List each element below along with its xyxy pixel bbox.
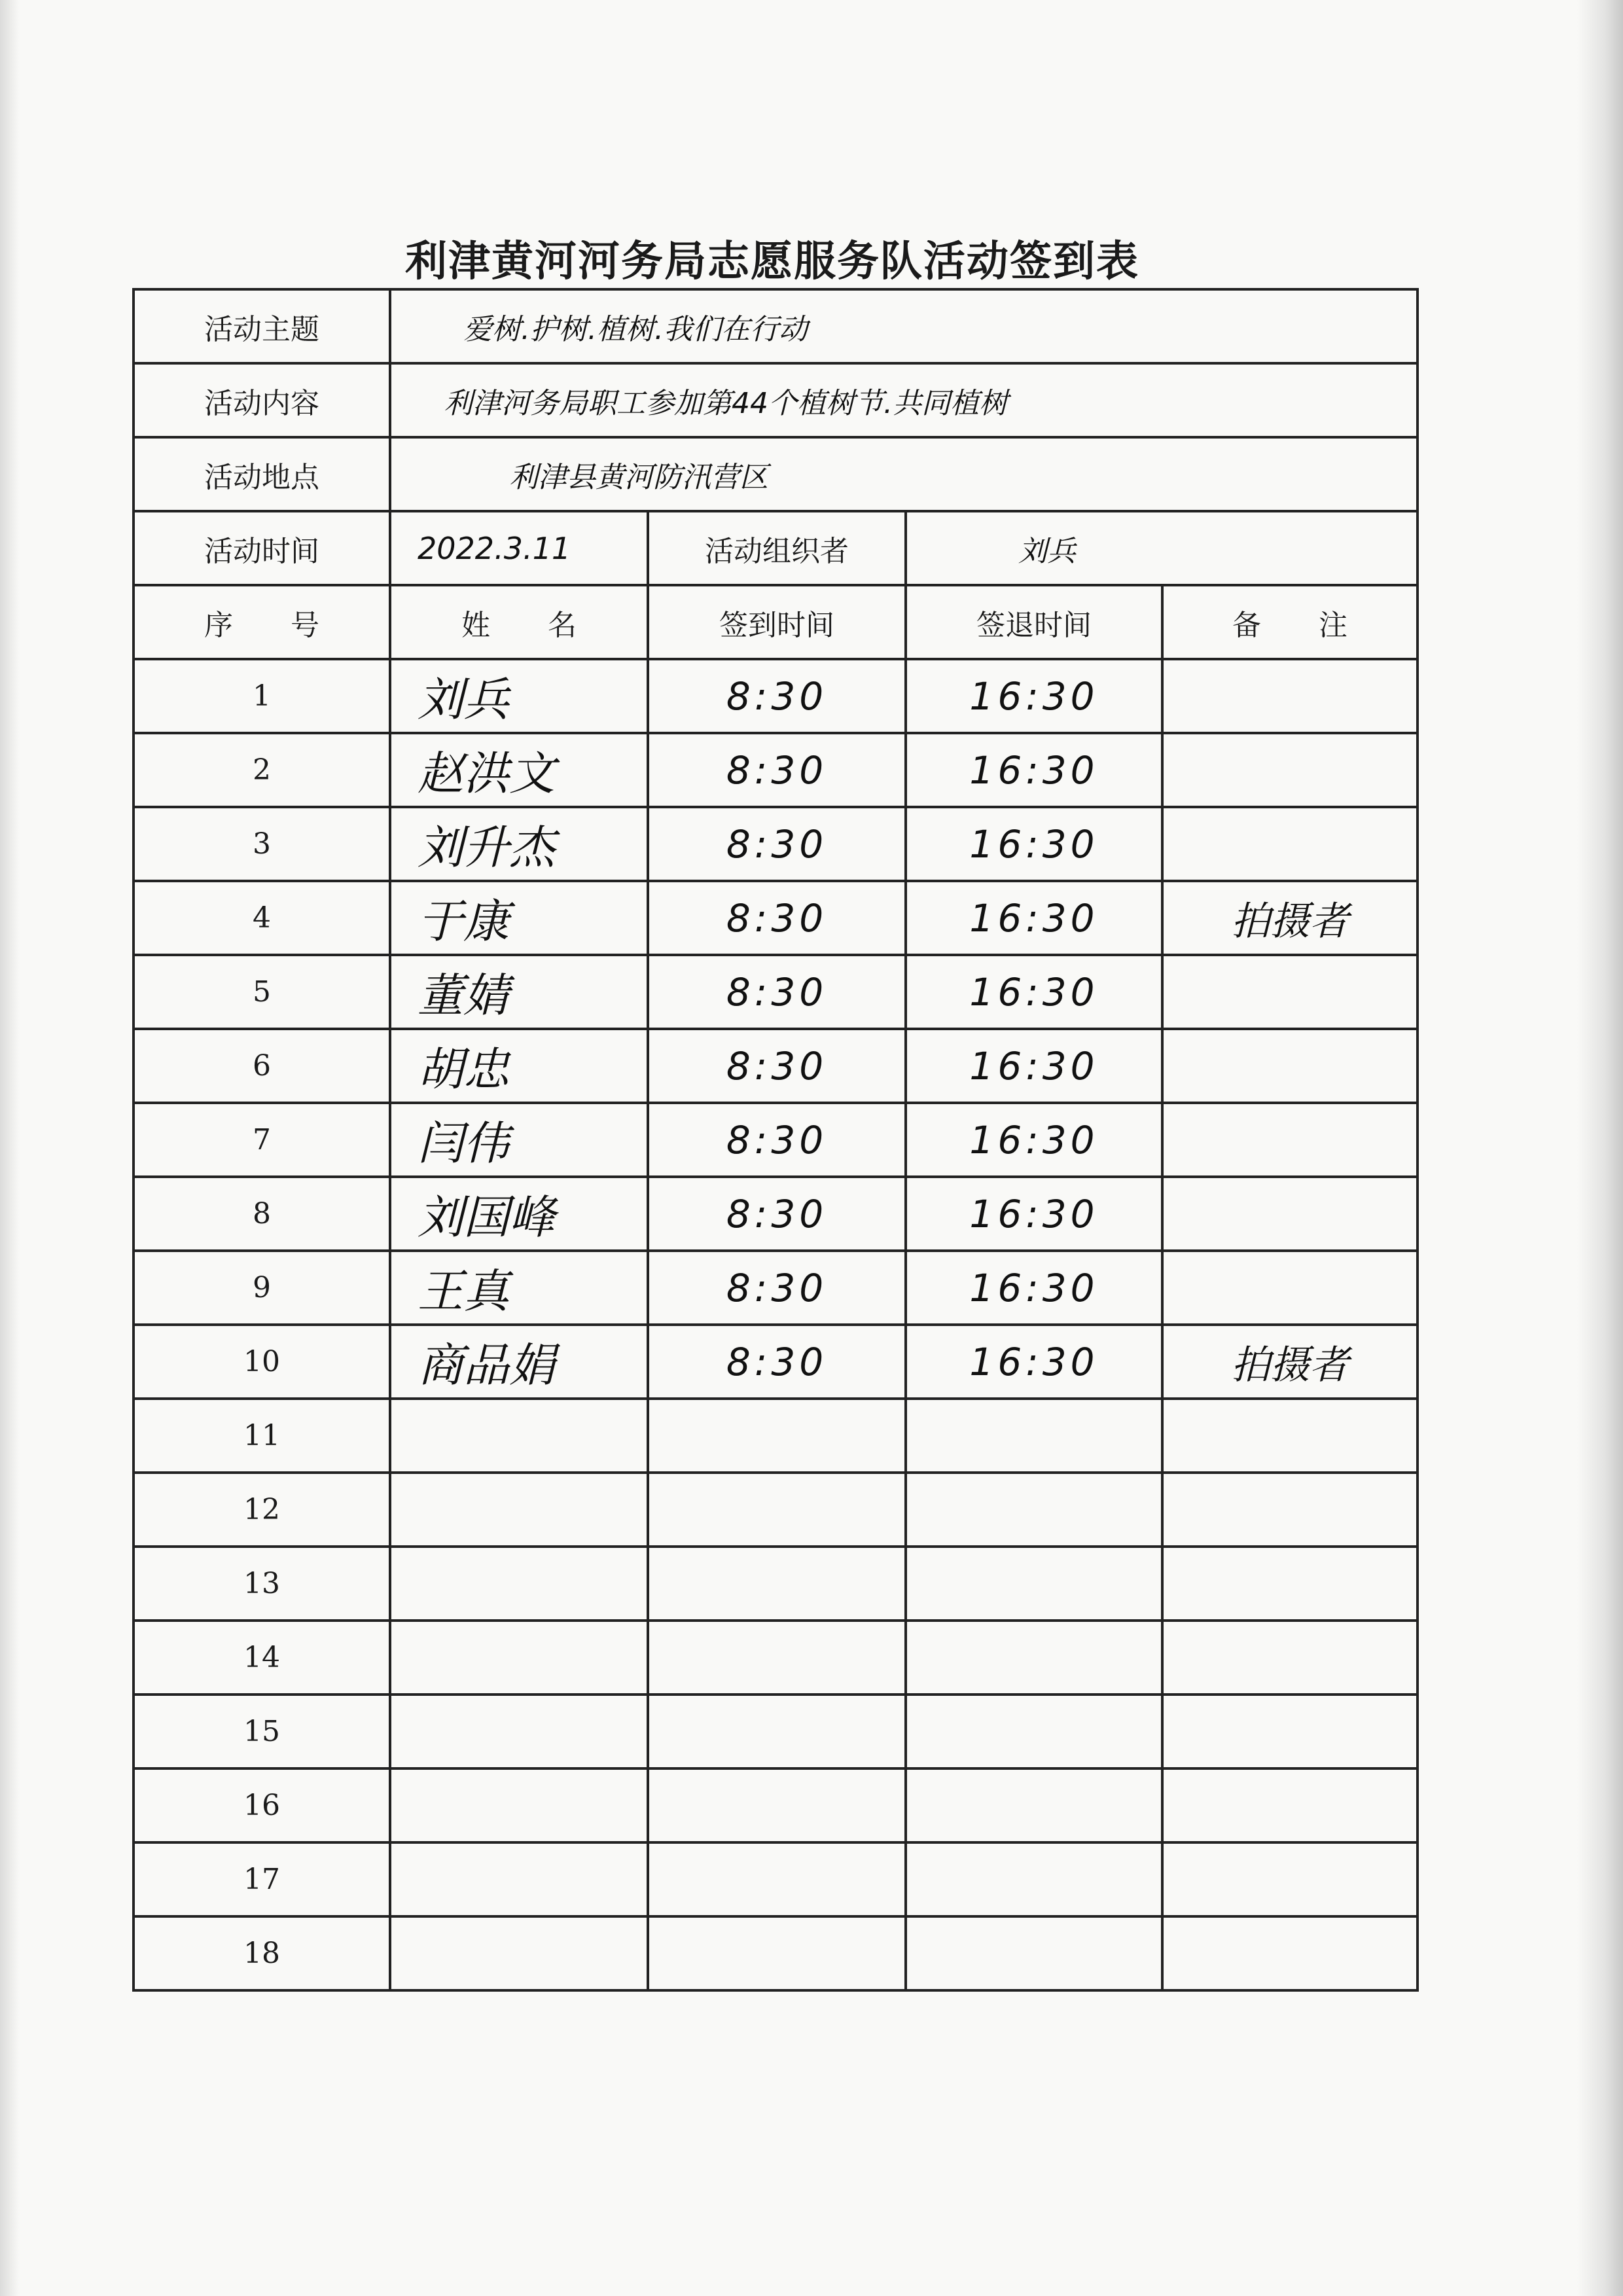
row-number: 4	[134, 881, 390, 955]
row-sign-in-time	[648, 1916, 906, 1990]
row-number: 11	[134, 1399, 390, 1473]
time-row	[134, 511, 1418, 585]
row-note	[1162, 1029, 1418, 1103]
row-note	[1162, 1399, 1418, 1473]
content-row	[134, 363, 1418, 437]
table-row	[134, 1399, 1418, 1473]
row-sign-in-time: 8:30	[648, 1325, 906, 1399]
row-sign-out-time	[906, 1547, 1162, 1621]
table-row	[134, 733, 1418, 807]
theme-label: 活动主题	[134, 289, 390, 363]
row-note	[1162, 1547, 1418, 1621]
row-sign-out-time	[906, 1621, 1162, 1695]
table-row	[134, 1251, 1418, 1325]
table-row	[134, 1177, 1418, 1251]
row-sign-out-time: 16:30	[906, 1029, 1162, 1103]
row-number: 5	[134, 955, 390, 1029]
row-sign-in-time: 8:30	[648, 733, 906, 807]
row-note	[1162, 955, 1418, 1029]
row-sign-in-time	[648, 1399, 906, 1473]
row-sign-out-time: 16:30	[906, 807, 1162, 881]
row-sign-out-time	[906, 1842, 1162, 1916]
row-number: 9	[134, 1251, 390, 1325]
row-note	[1162, 1177, 1418, 1251]
row-name: 刘升杰	[390, 807, 648, 881]
row-name: 商品娟	[390, 1325, 648, 1399]
row-number: 12	[134, 1473, 390, 1547]
place-value: 利津县黄河防汛营区	[390, 437, 1418, 511]
row-name	[390, 1768, 648, 1842]
row-name	[390, 1695, 648, 1768]
scan-edge-left	[0, 0, 20, 2296]
row-sign-in-time: 8:30	[648, 1029, 906, 1103]
row-note	[1162, 1695, 1418, 1768]
row-sign-out-time	[906, 1473, 1162, 1547]
table-row	[134, 1842, 1418, 1916]
theme-row	[134, 289, 1418, 363]
row-sign-out-time: 16:30	[906, 1251, 1162, 1325]
row-sign-out-time: 16:30	[906, 1177, 1162, 1251]
row-sign-in-time	[648, 1768, 906, 1842]
row-name	[390, 1473, 648, 1547]
row-sign-out-time: 16:30	[906, 1325, 1162, 1399]
row-sign-in-time: 8:30	[648, 807, 906, 881]
col-header-note: 备 注	[1162, 585, 1418, 659]
row-name: 闫伟	[390, 1103, 648, 1177]
row-name: 刘兵	[390, 659, 648, 733]
row-sign-in-time	[648, 1842, 906, 1916]
row-sign-in-time: 8:30	[648, 1103, 906, 1177]
row-sign-in-time	[648, 1547, 906, 1621]
row-sign-out-time: 16:30	[906, 955, 1162, 1029]
row-number: 17	[134, 1842, 390, 1916]
row-name	[390, 1547, 648, 1621]
row-note: 拍摄者	[1162, 1325, 1418, 1399]
row-number: 14	[134, 1621, 390, 1695]
row-sign-out-time: 16:30	[906, 1103, 1162, 1177]
row-sign-in-time: 8:30	[648, 1251, 906, 1325]
organizer-label: 活动组织者	[648, 511, 906, 585]
column-header-row	[134, 585, 1418, 659]
row-note	[1162, 1768, 1418, 1842]
row-name: 于康	[390, 881, 648, 955]
row-note	[1162, 1251, 1418, 1325]
table-row	[134, 1621, 1418, 1695]
row-name: 赵洪文	[390, 733, 648, 807]
table-row	[134, 881, 1418, 955]
col-header-name: 姓 名	[390, 585, 648, 659]
row-note	[1162, 1842, 1418, 1916]
row-name: 王真	[390, 1251, 648, 1325]
table-row	[134, 1325, 1418, 1399]
row-sign-out-time	[906, 1768, 1162, 1842]
table-row	[134, 1473, 1418, 1547]
theme-value: 爱树.护树.植树.我们在行动	[390, 289, 1418, 363]
row-number: 3	[134, 807, 390, 881]
row-number: 10	[134, 1325, 390, 1399]
place-row	[134, 437, 1418, 511]
row-name	[390, 1621, 648, 1695]
row-sign-in-time: 8:30	[648, 1177, 906, 1251]
time-value: 2022.3.11	[390, 511, 648, 585]
content-value: 利津河务局职工参加第44个植树节.共同植树	[390, 363, 1418, 437]
row-number: 15	[134, 1695, 390, 1768]
row-number: 18	[134, 1916, 390, 1990]
row-note: 拍摄者	[1162, 881, 1418, 955]
row-number: 8	[134, 1177, 390, 1251]
row-name	[390, 1842, 648, 1916]
sign-in-table	[132, 288, 1419, 1992]
table-row	[134, 1103, 1418, 1177]
table-row	[134, 1768, 1418, 1842]
row-name	[390, 1399, 648, 1473]
row-name	[390, 1916, 648, 1990]
row-sign-in-time: 8:30	[648, 659, 906, 733]
row-name: 胡忠	[390, 1029, 648, 1103]
row-name: 刘国峰	[390, 1177, 648, 1251]
time-label: 活动时间	[134, 511, 390, 585]
table-row	[134, 1547, 1418, 1621]
row-sign-in-time	[648, 1621, 906, 1695]
row-sign-in-time: 8:30	[648, 881, 906, 955]
row-note	[1162, 1621, 1418, 1695]
content-label: 活动内容	[134, 363, 390, 437]
row-sign-out-time	[906, 1399, 1162, 1473]
scan-edge-right	[1577, 0, 1623, 2296]
table-row	[134, 1916, 1418, 1990]
row-note	[1162, 1103, 1418, 1177]
row-number: 7	[134, 1103, 390, 1177]
row-number: 16	[134, 1768, 390, 1842]
col-header-in: 签到时间	[648, 585, 906, 659]
col-header-out: 签退时间	[906, 585, 1162, 659]
row-sign-out-time: 16:30	[906, 733, 1162, 807]
row-number: 1	[134, 659, 390, 733]
row-sign-out-time	[906, 1916, 1162, 1990]
table-row	[134, 807, 1418, 881]
form-title: 利津黄河河务局志愿服务队活动签到表	[405, 238, 1139, 286]
row-sign-in-time	[648, 1473, 906, 1547]
row-sign-in-time	[648, 1695, 906, 1768]
row-note	[1162, 659, 1418, 733]
row-sign-in-time: 8:30	[648, 955, 906, 1029]
table-row	[134, 1695, 1418, 1768]
table-row	[134, 955, 1418, 1029]
row-note	[1162, 807, 1418, 881]
col-header-no: 序 号	[134, 585, 390, 659]
row-sign-out-time	[906, 1695, 1162, 1768]
row-sign-out-time: 16:30	[906, 659, 1162, 733]
table-row	[134, 659, 1418, 733]
row-note	[1162, 733, 1418, 807]
organizer-value: 刘兵	[906, 511, 1418, 585]
place-label: 活动地点	[134, 437, 390, 511]
row-number: 13	[134, 1547, 390, 1621]
row-number: 2	[134, 733, 390, 807]
row-number: 6	[134, 1029, 390, 1103]
row-note	[1162, 1473, 1418, 1547]
row-note	[1162, 1916, 1418, 1990]
table-row	[134, 1029, 1418, 1103]
row-name: 董婧	[390, 955, 648, 1029]
row-sign-out-time: 16:30	[906, 881, 1162, 955]
